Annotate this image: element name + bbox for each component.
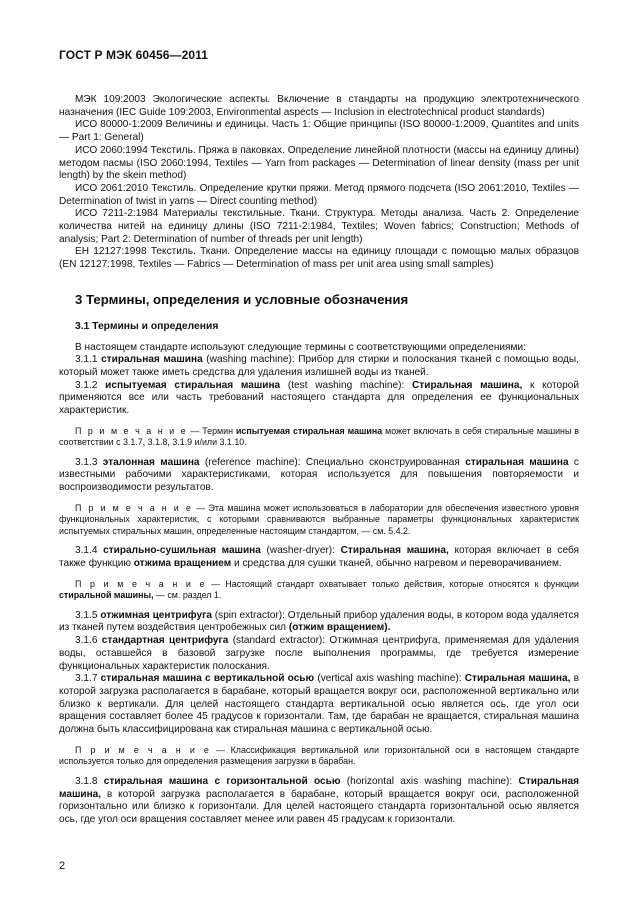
- reference-item: ЕН 12127:1998 Текстиль. Ткани. Определение массы на единицу площади с помощью малых образцов (EN 12127:1998, Textiles — Fabrics — Determination of mass per unit area using small samples): [59, 246, 579, 271]
- document-body: [59, 94, 579, 827]
- reference-item: МЭК 109:2003 Экологические аспекты. Включение в стандарты на продукцию электротехнического назначения (IEC Guide 109:2003, Environmental aspects — Inclusion in electrotechnical product standards): [59, 94, 579, 118]
- term: испытуемая стиральная машина: [105, 379, 281, 391]
- section-heading: 3 Термины, определения и условные обозначения: [75, 291, 409, 307]
- term: стирально-сушильная машина: [103, 545, 261, 557]
- reference-item: ИСО 80000-1:2009 Величины и единицы. Часть 1: Общие принципы (ISO 80000-1:2009, Quantites and units — Part 1: General): [59, 119, 579, 144]
- term: отжимная центрифуга: [100, 609, 212, 621]
- definition-3-1-5: 3.1.5 отжимная центрифуга (spin extractor): Отдельный прибор удаления воды, в котором вода удаляется из тканей путем воздействия центробежных сил (отжим вращением).: [59, 609, 579, 634]
- reference-item: ИСО 7211-2:1984 Материалы текстильные. Ткани. Структура. Методы анализа. Часть 2. Определение количества нитей на единицу длины (ISO 7211-2:1984, Textiles; Woven fabrics; Construction; Methods of analysis; Part 2: Determination of number of threads per unit length): [59, 208, 579, 245]
- standard-designation: ГОСТ Р МЭК 60456—2011: [59, 48, 209, 62]
- definition-3-1-2: 3.1.2 испытуемая стиральная машина (test washing machine): Стиральная машина, к которой применяются все или часть требований настоящего стандарта для определения ее функциональных характеристик.: [59, 379, 580, 417]
- term: стиральная машина с вертикальной осью: [100, 673, 315, 685]
- note: П р и м е ч а н и е — Настоящий стандарт охватывает только действия, которые относятся к функции стиральной машины, — см. раздел 1.: [59, 578, 579, 601]
- term: стандартная центрифуга: [101, 635, 229, 647]
- reference-item: ИСО 2060:1994 Текстиль. Пряжа в паковках. Определение линейной плотности (массы на единицу длины) методом пасмы (ISO 2060:1994, Textiles — Yarn from packages — Determination of linear density (mass per unit length) by the skein method): [59, 144, 579, 182]
- note: П р и м е ч а н и е — Классификация вертикальной или горизонтальной оси в настоящем стандарте используется только для определения размещения загрузки в барабан.: [59, 744, 580, 767]
- note: П р и м е ч а н и е — Эта машина может использоваться в лаборатории для обеспечения известного уровня функциональных характеристик, с которыми сравниваются выбранные параметры функциональных характеристик испытуемых стиральных машин, определенные настоящим стандартом, — см. 5.4.2.: [59, 502, 579, 536]
- reference-item: ИСО 2061:2010 Текстиль. Определение крутки пряжи. Метод прямого подсчета (ISO 2061:2010, Textiles — Determination of twist in yarns — Direct counting method): [59, 182, 579, 207]
- subsection-heading: 3.1 Термины и определения: [75, 320, 219, 332]
- intro-paragraph: В настоящем стандарте используют следующие термины с соответствующими определениями:: [75, 341, 526, 353]
- term: эталонная машина: [102, 456, 200, 468]
- definition-3-1-4: 3.1.4 стирально-сушильная машина (washer-dryer): Стиральная машина, которая включает в себя также функцию отжима вращением и средства для сушки тканей, обычно нагревом и переворачиванием.: [59, 545, 579, 570]
- definition-3-1-3: 3.1.3 эталонная машина (reference machine): Специально сконструированная стиральная машина с известными рабочими характеристиками, которая используется для повышения повторяемости и воспроизводимости результатов.: [59, 456, 579, 494]
- definition-3-1-6: 3.1.6 стандартная центрифуга (standard extractor): Отжимная центрифуга, применяемая для удаления воды, оставшейся в базовой загрузке после выполнения программы, где требуется измерение функциональных характеристик полоскания.: [59, 635, 579, 672]
- term: стиральная машина с горизонтальной осью: [103, 775, 341, 787]
- page-number: 2: [59, 860, 66, 872]
- definition-3-1-1: 3.1.1 стиральная машина (washing machine): Прибор для стирки и полоскания тканей с помощью воды, который может также иметь средства для удаления излишней воды из тканей.: [59, 354, 579, 378]
- note: П р и м е ч а н и е — Термин испытуемая стиральная машина может включать в себя стиральные машины в соответствии с 3.1.7, 3.1.8, 3.1.9 и/или 3.1.10.: [59, 425, 579, 448]
- definition-3-1-7: 3.1.7 стиральная машина с вертикальной осью (vertical axis washing machine): Стиральная машина, в которой загрузка располагается в барабане, который вращается вокруг оси, расположенной вертикально или близко к вертикали. Для целей настоящего стандарта вертикальной осью является ось, где угол оси вращения составляет более 45 градусов к горизонтали. Там, где барабан не вращается, стиральная машина должна быть классифицирована как стиральная машина с вертикальной осью.: [59, 673, 579, 736]
- definition-3-1-8: 3.1.8 стиральная машина с горизонтальной осью (horizontal axis washing machine): Стиральная машина, в которой загрузка располагается в барабане, который вращается вокруг оси, расположенной горизонтально или близко к горизонтали. Для целей настоящего стандарта горизонтальной осью является ось, где угол оси вращения составляет менее или равен 45 градусам к горизонтали.: [59, 775, 579, 825]
- term: стиральная машина: [101, 354, 203, 366]
